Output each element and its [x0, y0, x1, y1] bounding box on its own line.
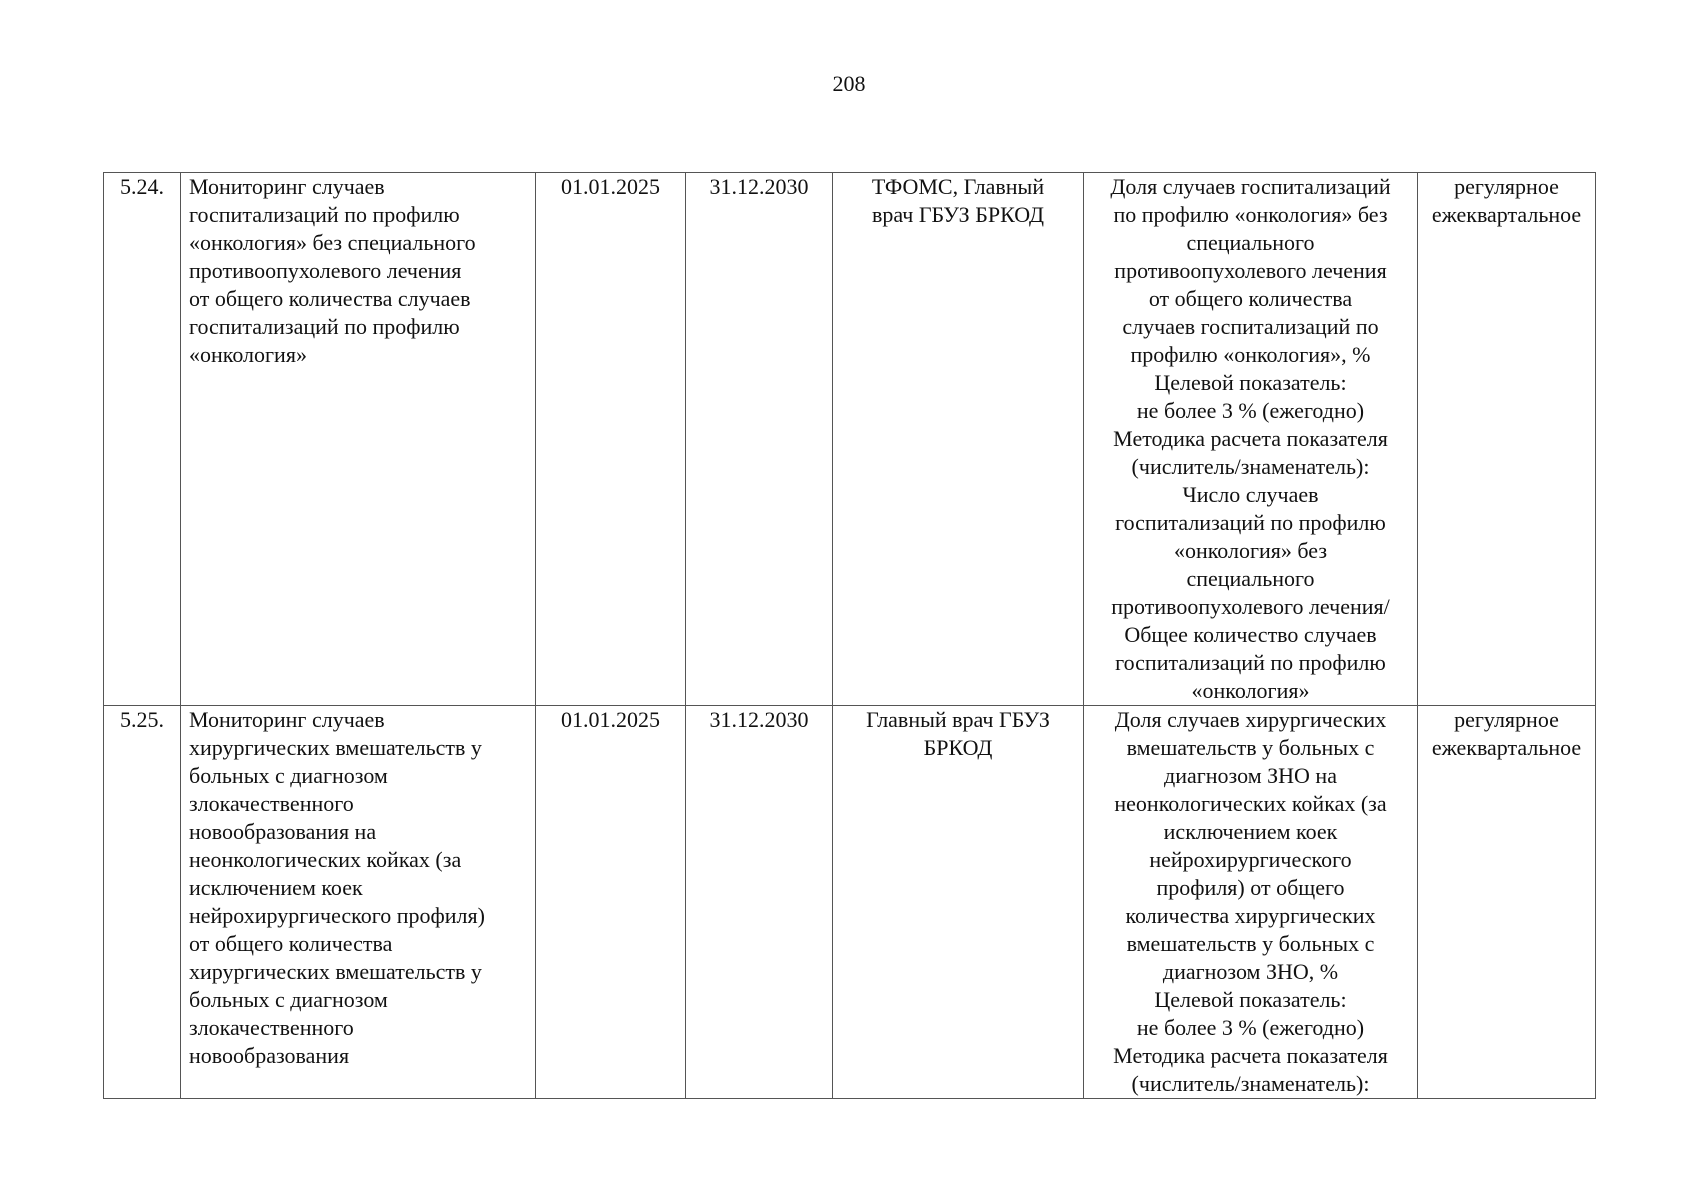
text-line: ежеквартальное [1431, 735, 1582, 760]
start-date: 01.01.2025 [536, 173, 686, 706]
text-line: профилю «онкология», % [1130, 342, 1371, 367]
measure-name [181, 173, 536, 706]
text-line: Общее количество случаев [1124, 622, 1377, 647]
text-line: госпитализаций по профилю [1115, 510, 1386, 535]
text-line: хирургических вмешательств у [189, 959, 482, 984]
text-line: Доля случаев госпитализаций [1110, 174, 1391, 199]
text-line: от общего количества [1148, 286, 1353, 311]
text-line: вмешательств у больных с [1126, 735, 1375, 760]
text-line: нейрохирургического профиля) [189, 903, 485, 928]
text-line: Методика расчета показателя [1113, 1043, 1388, 1068]
text-line: от общего количества [189, 931, 393, 956]
text-line: неонкологических койках (за [1114, 791, 1387, 816]
text-line: «онкология» без специального [189, 230, 476, 255]
text-line: специального [1186, 230, 1315, 255]
text-line: госпитализаций по профилю [189, 202, 460, 227]
text-line: злокачественного [189, 791, 354, 816]
responsible [833, 173, 1084, 706]
text-line: ТФОМС, Главный [871, 174, 1045, 199]
text-line: Число случаев [1182, 482, 1319, 507]
text-line: профиля) от общего [1156, 875, 1345, 900]
text-line: «онкология» без [1173, 538, 1328, 563]
text-line: количества хирургических [1125, 903, 1376, 928]
indicator [1084, 173, 1418, 706]
text-line: госпитализаций по профилю [1115, 650, 1386, 675]
text-line: исключением коек [1163, 819, 1338, 844]
text-line: «онкология» [1191, 678, 1310, 703]
end-date: 31.12.2030 [686, 173, 833, 706]
table-row [104, 173, 1596, 706]
text-line: вмешательств у больных с [1126, 931, 1375, 956]
text-line: Мониторинг случаев [189, 707, 385, 732]
text-line: больных с диагнозом [189, 763, 388, 788]
text-line: специального [1186, 566, 1315, 591]
text-line: «онкология» [189, 342, 307, 367]
text-line: противоопухолевого лечения [189, 258, 462, 283]
text-line: новообразования [189, 1043, 350, 1068]
text-line: не более 3 % (ежегодно) [1136, 1015, 1365, 1040]
measures-table [103, 172, 1596, 1099]
text-line: не более 3 % (ежегодно) [1136, 398, 1365, 423]
measure-name [181, 706, 536, 1099]
page-number: 208 [832, 71, 866, 96]
text-line: неонкологических койках (за [189, 847, 462, 872]
text-line: больных с диагнозом [189, 987, 388, 1012]
text-line: (числитель/знаменатель): [1131, 454, 1370, 479]
periodicity [1418, 173, 1596, 706]
indicator [1084, 706, 1418, 1099]
text-line: регулярное [1454, 174, 1559, 199]
text-line: диагнозом ЗНО на [1164, 763, 1337, 788]
periodicity [1418, 706, 1596, 1099]
text-line: регулярное [1454, 707, 1559, 732]
table-row [104, 706, 1596, 1099]
text-line: ежеквартальное [1431, 202, 1582, 227]
text-line: (числитель/знаменатель): [1131, 1071, 1370, 1096]
text-line: врач ГБУЗ БРКОД [871, 202, 1044, 227]
text-line: госпитализаций по профилю [189, 314, 460, 339]
text-line: Целевой показатель: [1154, 370, 1347, 395]
text-line: новообразования на [189, 819, 377, 844]
text-line: БРКОД [923, 735, 993, 760]
text-line: по профилю «онкология» без [1113, 202, 1388, 227]
text-line: злокачественного [189, 1015, 354, 1040]
row-number: 5.24. [104, 173, 181, 706]
start-date: 01.01.2025 [536, 706, 686, 1099]
text-line: Мониторинг случаев [189, 174, 385, 199]
text-line: нейрохирургического [1149, 847, 1352, 872]
text-line: исключением коек [189, 875, 363, 900]
text-line: противоопухолевого лечения/ [1111, 594, 1390, 619]
text-line: от общего количества случаев [189, 286, 471, 311]
text-line: диагнозом ЗНО, % [1162, 959, 1339, 984]
end-date: 31.12.2030 [686, 706, 833, 1099]
text-line: Доля случаев хирургических [1114, 707, 1387, 732]
text-line: Методика расчета показателя [1113, 426, 1388, 451]
text-line: Целевой показатель: [1154, 987, 1347, 1012]
responsible [833, 706, 1084, 1099]
text-line: противоопухолевого лечения [1114, 258, 1387, 283]
text-line: хирургических вмешательств у [189, 735, 482, 760]
text-line: случаев госпитализаций по [1122, 314, 1379, 339]
text-line: Главный врач ГБУЗ [866, 707, 1050, 732]
row-number: 5.25. [104, 706, 181, 1099]
